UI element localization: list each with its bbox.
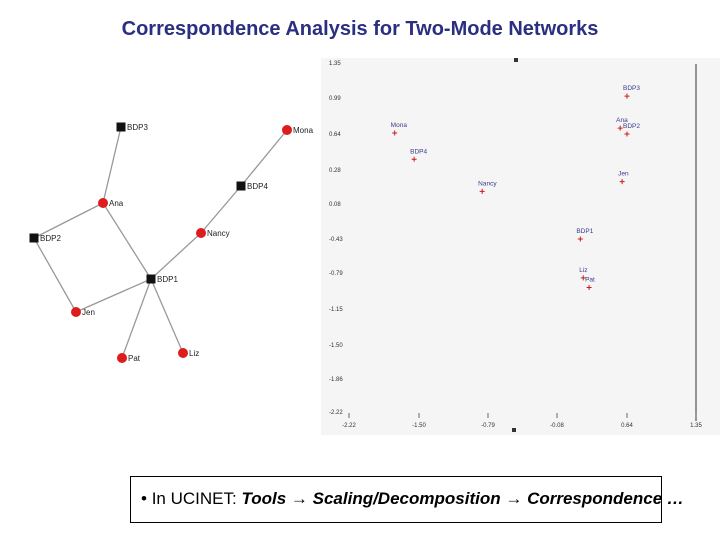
network-node-label: Liz [189, 349, 200, 358]
x-tick-label: -0.79 [481, 423, 495, 429]
y-tick-label: -1.50 [329, 343, 343, 349]
y-tick-label: -0.79 [329, 271, 343, 277]
y-tick-label: 0.28 [329, 168, 341, 174]
caption-step-correspondence: Correspondence … [527, 489, 684, 508]
point-label: Nancy [478, 180, 497, 188]
x-tick-label: 1.35 [690, 423, 702, 429]
x-tick-label: -1.50 [412, 423, 426, 429]
plot-background [321, 58, 720, 435]
point-label: Pat [585, 276, 595, 284]
network-node-label: Jen [82, 308, 95, 317]
caption-bullet: • [141, 489, 147, 508]
point-label: BDP1 [576, 227, 594, 235]
network-node-label: Ana [109, 199, 124, 208]
network-node-label: Nancy [207, 229, 230, 238]
point-label: Mona [390, 122, 407, 130]
point-label: BDP4 [410, 148, 428, 156]
caption-prefix: In UCINET: [151, 489, 237, 508]
caption-box [130, 476, 684, 523]
point-label: BDP3 [622, 85, 640, 93]
network-node-label: BDP4 [247, 182, 268, 191]
x-tick-label: -0.08 [550, 423, 564, 429]
plot-top-marker [514, 58, 518, 62]
slide-title: Correspondence Analysis for Two-Mode Networks [121, 18, 599, 40]
network-node-label: BDP3 [127, 123, 148, 132]
y-tick-label: 0.99 [329, 96, 341, 102]
y-tick-label: -1.86 [329, 377, 343, 383]
caption-step-tools: Tools [241, 489, 287, 508]
y-tick-label: 0.64 [329, 132, 341, 138]
plot-bottom-marker [512, 428, 516, 432]
y-tick-label: -2.22 [329, 410, 343, 416]
y-tick-label: -0.43 [329, 237, 343, 243]
network-node-label: Mona [293, 126, 314, 135]
point-label: Ana [616, 117, 628, 125]
point-label: Liz [579, 266, 588, 274]
y-tick-label: 0.08 [329, 202, 341, 208]
arrow-icon: → [290, 489, 308, 508]
arrow-icon: → [505, 489, 523, 508]
y-tick-label: 1.35 [329, 61, 341, 67]
y-tick-label: -1.15 [329, 307, 343, 313]
point-label: Jen [618, 170, 629, 178]
caption-step-scaling: Scaling/Decomposition [312, 489, 501, 508]
network-node-label: Pat [128, 354, 141, 363]
network-node-label: BDP1 [157, 275, 178, 284]
network-node-label: BDP2 [40, 234, 61, 243]
x-tick-label: -2.22 [342, 423, 356, 429]
x-tick-label: 0.64 [621, 423, 633, 429]
point-label: BDP2 [622, 122, 640, 130]
